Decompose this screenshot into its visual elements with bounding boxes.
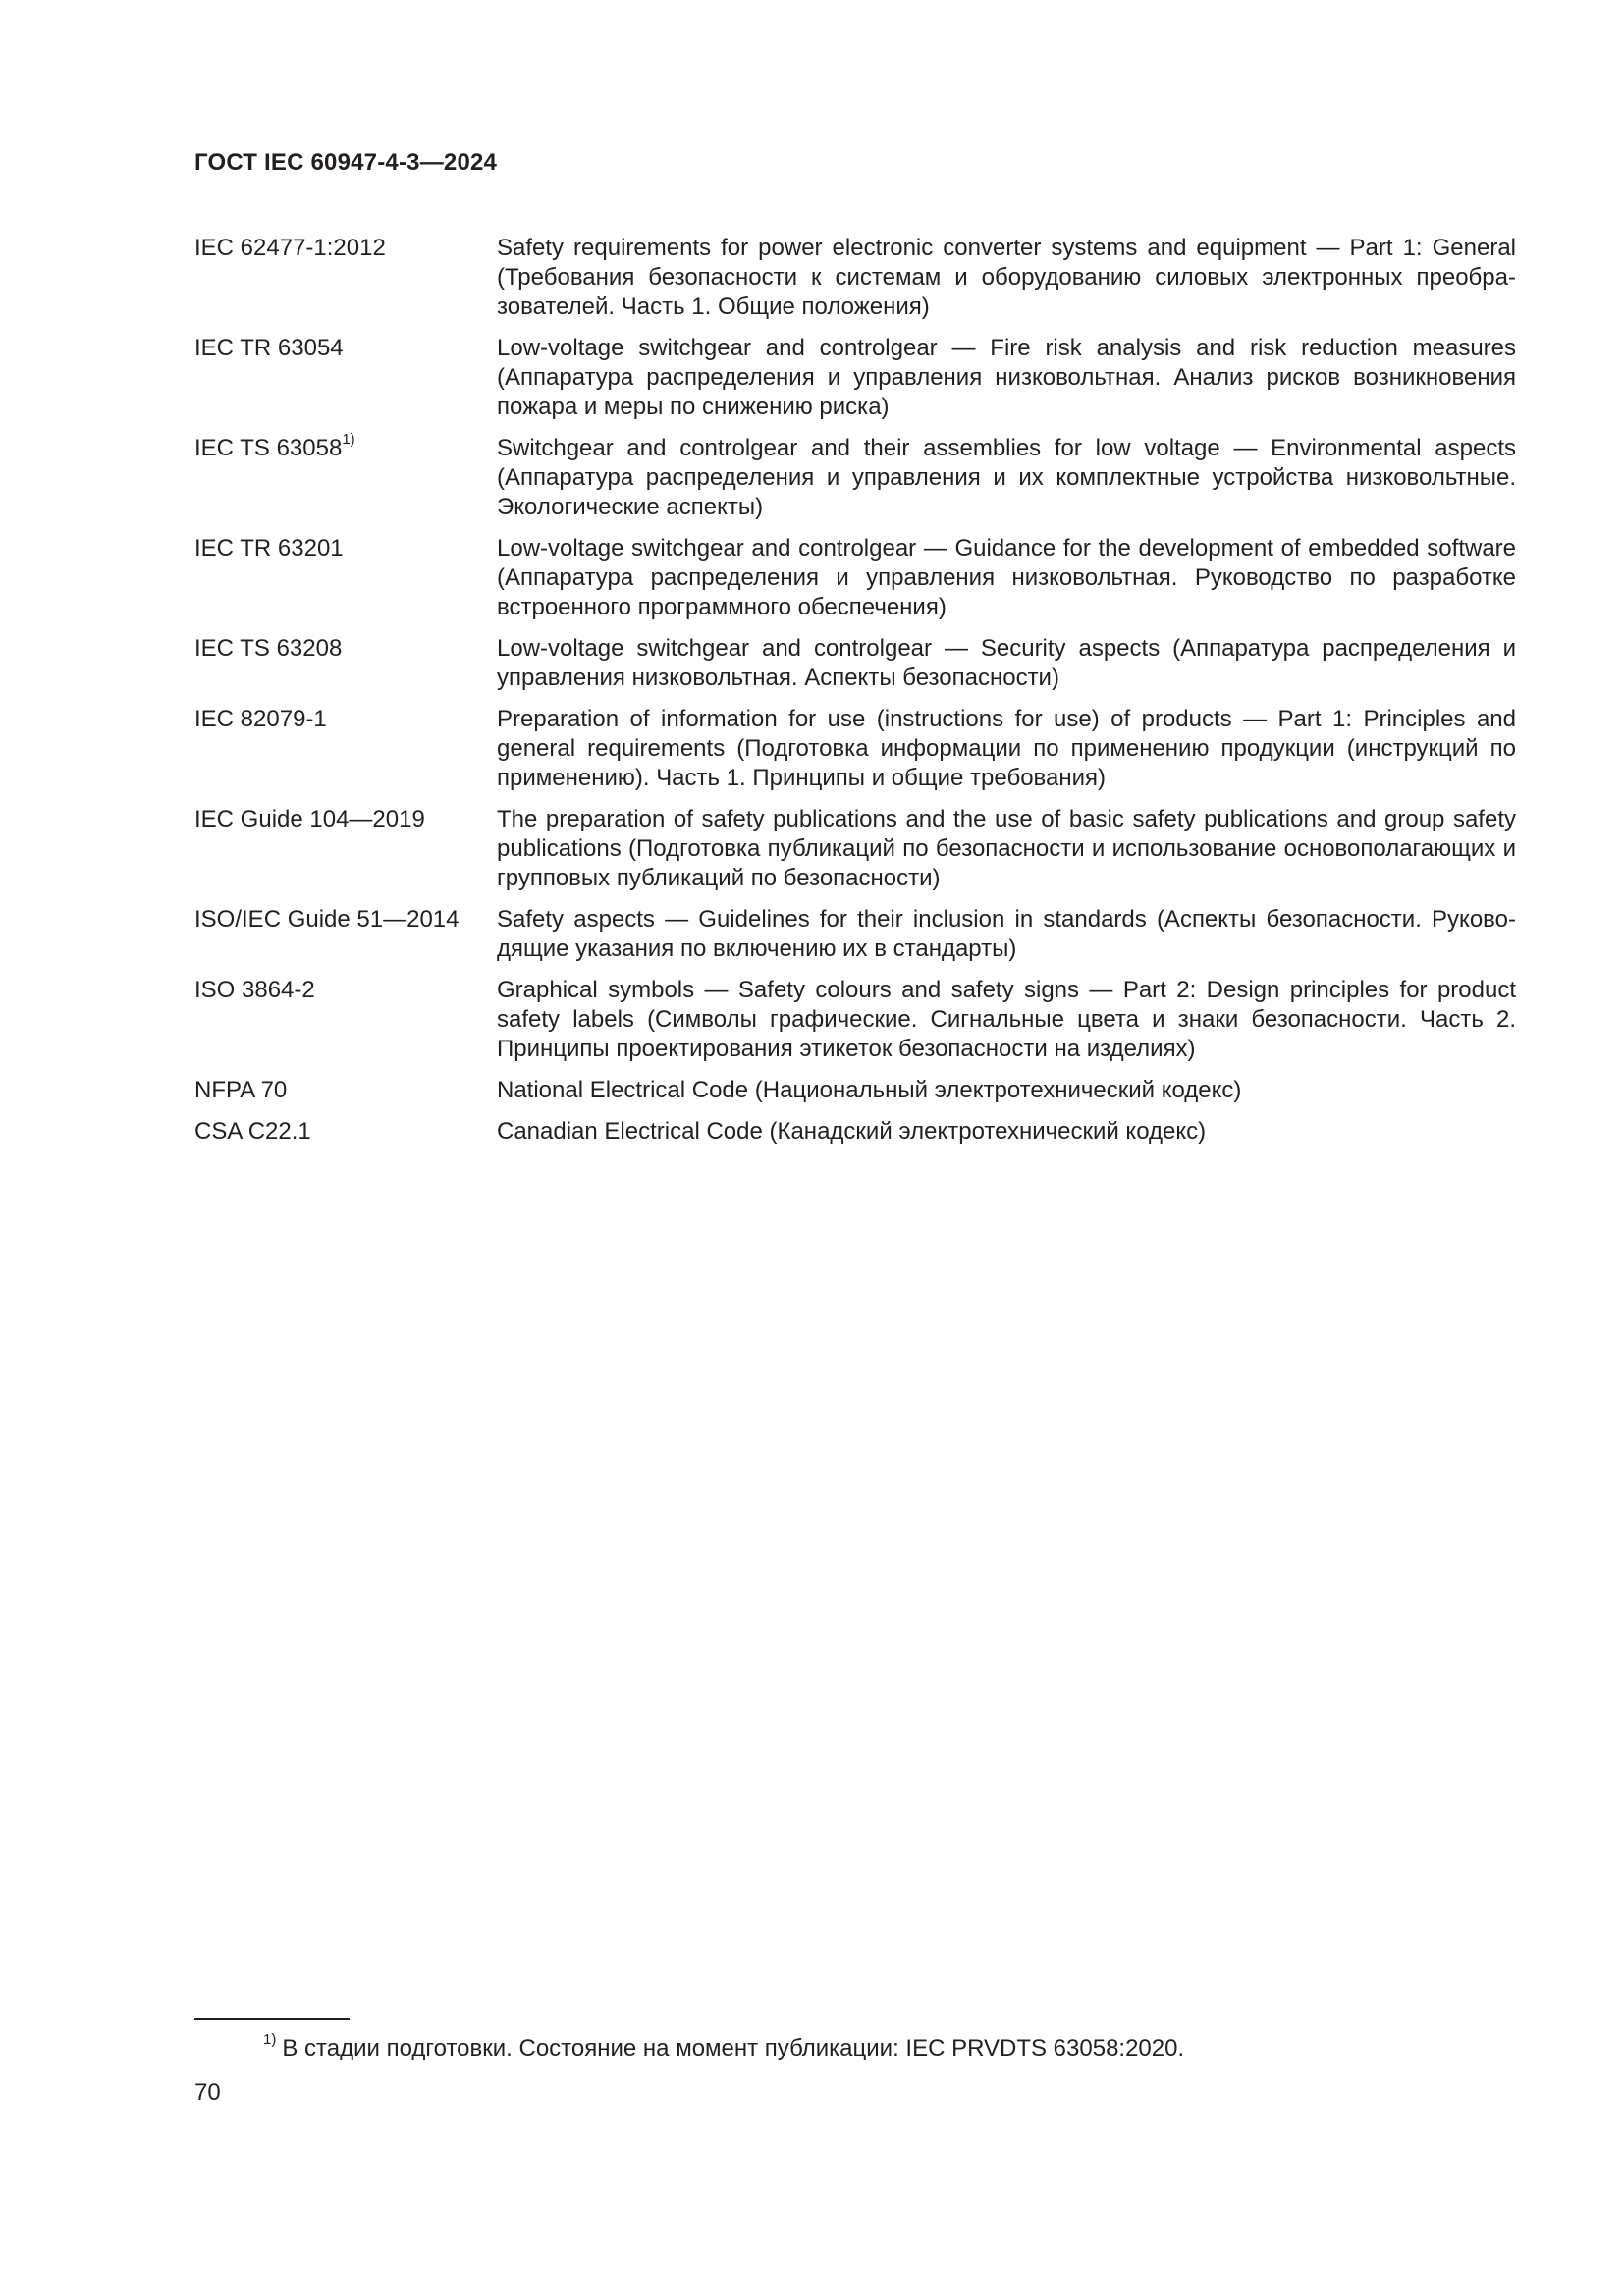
reference-title: Low-voltage switchgear and controlgear — Guidance for the development of embedded software (Аппаратура распределения и управления низковольтная. Руководство по разработке встроенного программного обеспечения) — [497, 535, 1516, 620]
reference-code: IEC 82079-1 — [194, 706, 327, 732]
reference-code: IEC TR 63054 — [194, 335, 344, 361]
footnote-text: В стадии подготовки. Состояние на момент публикации: IEC PRVDTS 63058:2020. — [282, 2035, 1185, 2061]
reference-row — [194, 234, 1516, 322]
reference-code: IEC TS 63208 — [194, 635, 343, 662]
reference-code: IEC TS 63058 — [194, 435, 343, 461]
reference-title: Low-voltage switchgear and controlgear — Security aspects (Аппаратура распределения и управления низковольтная. Аспекты безопасности) — [497, 635, 1516, 691]
reference-row — [194, 431, 1516, 522]
reference-row — [194, 534, 1516, 622]
reference-code: ISO/IEC Guide 51—2014 — [194, 906, 460, 933]
reference-title: Safety aspects — Guidelines for their inclusion in standards (Аспекты безопасности. Руководящие указания по включению их в стандарты) — [497, 906, 1516, 962]
reference-title: Canadian Electrical Code (Канадский электротехнический кодекс) — [497, 1118, 1207, 1145]
reference-code: IEC Guide 104—2019 — [194, 806, 425, 832]
reference-title: National Electrical Code (Национальный электротехнический кодекс) — [497, 1077, 1242, 1103]
reference-title: Safety requirements for power electronic converter systems and equipment — Part 1: General (Требования безопасности к системам и оборудованию силовых электронных преобразователей. Часть 1. Общие положения) — [497, 235, 1516, 320]
reference-row — [194, 705, 1516, 793]
reference-row — [194, 334, 1516, 422]
reference-title: Switchgear and controlgear and their assemblies for low voltage — Environmental aspects (Аппаратура распределения и управления и их комплектные устройства низковольтные. Экологические аспекты) — [497, 435, 1516, 520]
page-number: 70 — [194, 2079, 221, 2106]
references-list — [194, 234, 1516, 1158]
footnote-marker: 1) — [263, 2031, 277, 2048]
reference-title: The preparation of safety publications and the use of basic safety publications and group safety publications (Подготовка публикаций по безопасности и использование основополагающих и групповых публикаций по безопасности) — [497, 806, 1516, 891]
reference-title: Low-voltage switchgear and controlgear — Fire risk analysis and risk reduction measures (Аппаратура распределения и управления низковольтная. Анализ рисков возникновения пожара и меры по снижению риска) — [497, 335, 1516, 420]
reference-code: ISO 3864-2 — [194, 977, 315, 1003]
footnote-marker: 1) — [342, 431, 355, 448]
reference-row — [194, 1076, 1516, 1105]
footnote-divider — [194, 2018, 350, 2020]
reference-row — [194, 805, 1516, 893]
reference-code: CSA C22.1 — [194, 1118, 311, 1145]
reference-title: Preparation of information for use (instructions for use) of products — Part 1: Principles and general requirements (Подготовка информации по применению продукции (инструкций по применению). Часть 1. Принципы и общие требования) — [497, 706, 1516, 791]
reference-code: IEC 62477-1:2012 — [194, 235, 386, 261]
reference-code-with-footnote — [194, 431, 497, 522]
reference-code: IEC TR 63201 — [194, 535, 344, 561]
reference-row — [194, 905, 1516, 964]
reference-row — [194, 634, 1516, 693]
reference-title: Graphical symbols — Safety colours and safety signs — Part 2: Design principles for product safety labels (Символы графические. Сигнальные цвета и знаки безопасности. Часть 2. Принципы проектирования этикеток безопасности на изделиях) — [497, 977, 1516, 1062]
reference-row — [194, 1117, 1516, 1147]
reference-row — [194, 976, 1516, 1064]
reference-code: NFPA 70 — [194, 1077, 288, 1103]
page-header-title: ГОСТ IEC 60947-4-3—2024 — [194, 149, 498, 176]
footnote — [263, 2031, 1185, 2063]
